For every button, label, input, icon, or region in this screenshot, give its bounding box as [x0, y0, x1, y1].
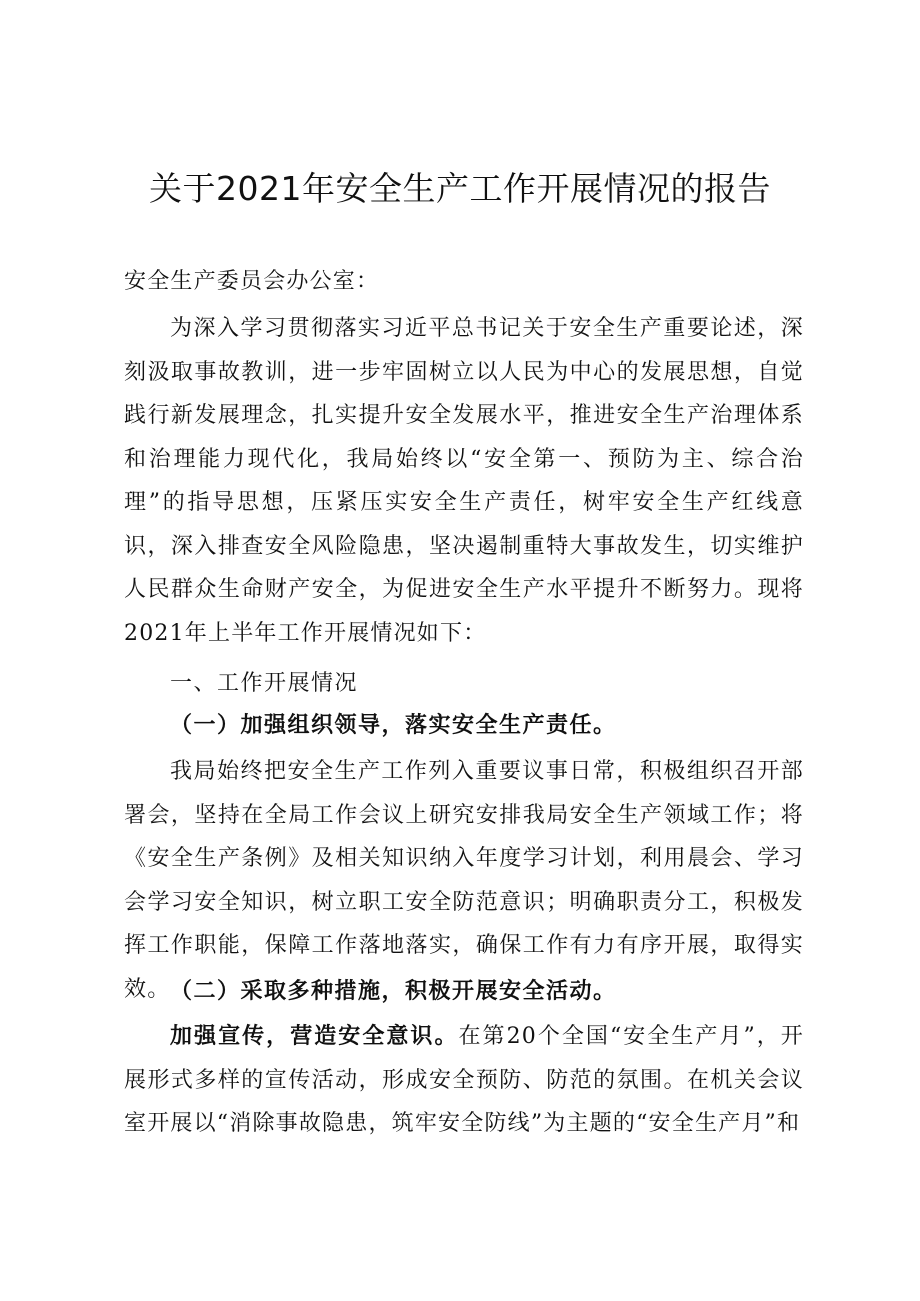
intro-paragraph: 为深入学习贯彻落实习近平总书记关于安全生产重要论述，深刻汲取事故教训，进一步牢固树立以人民为中心的发展思想，自觉践行新发展理念，扎实提升安全发展水平，推进安全生产治理体系和治理能力现代化，我局始终以“安全第一、预防为主、综合治理”的指导思想，压紧压实安全生产责任，树牢安全生产红线意识，深入排查安全风险隐患，坚决遏制重特大事故发生，切实维护人民群众生命财产安全，为促进安全生产水平提升不断努力。现将2021年上半年工作开展情况如下：: [124, 316, 804, 646]
subsection-two-text: 在第20个全国“安全生产月”，开展形式多样的宣传活动，形成安全预防、防范的氛围。在机关会议室开展以“消除事故隐患，筑牢安全防线”为主题的“安全生产月”和: [124, 1024, 804, 1136]
subsection-two-body: [124, 1015, 804, 1146]
subsection-two-lead: 加强宣传，营造安全意识。: [170, 1023, 459, 1049]
salutation: 安全生产委员会办公室：: [124, 269, 380, 294]
subsection-two-heading: （二）采取多种措施，积极开展安全活动。: [170, 978, 617, 1004]
subsection-one-heading: （一）加强组织领导，落实安全生产责任。: [170, 712, 617, 738]
section-one-heading: 一、工作开展情况: [170, 671, 359, 696]
document-title: 关于2021年安全生产工作开展情况的报告: [149, 169, 771, 208]
subsection-one-body: 我局始终把安全生产工作列入重要议事日常，积极组织召开部署会，坚持在全局工作会议上研究安排我局安全生产领域工作；将《安全生产条例》及相关知识纳入年度学习计划，利用晨会、学习会学习安全知识，树立职工安全防范意识；明确职责分工，积极发挥工作职能，保障工作落地落实，确保工作有力有序开展，取得实效。: [124, 759, 804, 1002]
